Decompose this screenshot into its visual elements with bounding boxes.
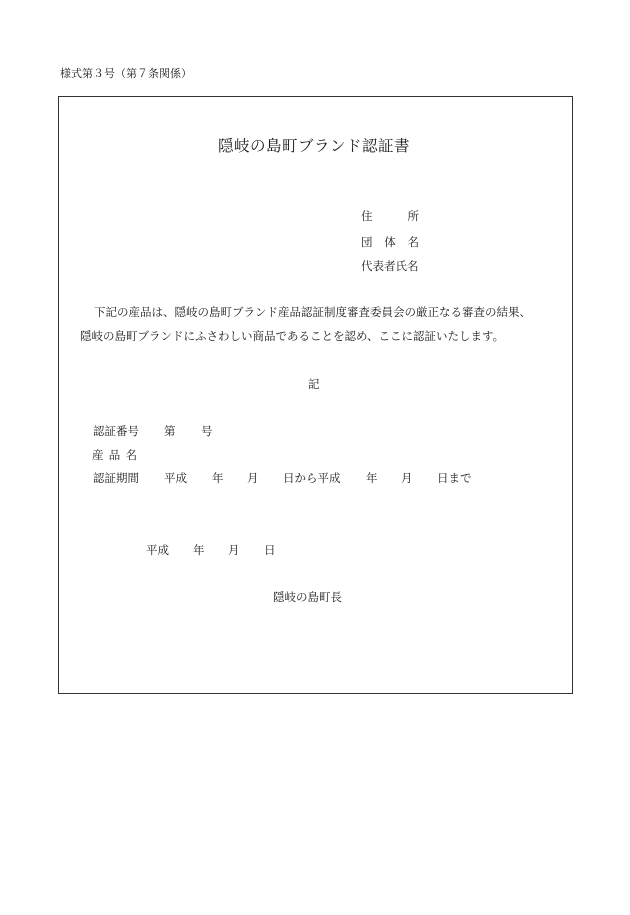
period-from-era: 平成 (164, 471, 187, 485)
body-text-line-1: 下記の産品は、隠岐の島町ブランド産品認証制度審査委員会の厳正なる審査の結果、 (94, 305, 531, 319)
certification-number-label: 認証番号 (93, 424, 139, 438)
certification-number-prefix: 第 (164, 424, 176, 438)
certification-number-suffix: 号 (201, 424, 213, 438)
product-name-label: 産 品 名 (92, 448, 137, 462)
period-to-year: 年 (366, 471, 378, 485)
period-from-day: 日から平成 (283, 471, 341, 485)
certificate-title: 隠岐の島町ブランド認証書 (218, 137, 411, 155)
issuer-name: 隠岐の島町長 (273, 590, 342, 604)
issue-date-month: 月 (228, 543, 240, 557)
ki-heading: 記 (308, 377, 320, 391)
period-from-month: 月 (247, 471, 259, 485)
organization-name-label: 団 体 名 (361, 235, 419, 249)
period-to-month: 月 (401, 471, 413, 485)
certificate-frame (58, 96, 573, 694)
form-number-label: 様式第３号（第７条関係） (60, 67, 192, 80)
issue-date-day: 日 (264, 543, 276, 557)
issue-date-year: 年 (193, 543, 205, 557)
representative-name-label: 代表者氏名 (361, 259, 419, 273)
issue-date-era: 平成 (146, 543, 169, 557)
period-to-day: 日まで (437, 471, 472, 485)
address-label: 住 所 (361, 209, 419, 223)
certification-period-label: 認証期間 (93, 471, 139, 485)
body-text-line-2: 隠岐の島町ブランドにふさわしい商品であることを認め、ここに認証いたします。 (80, 329, 505, 343)
period-from-year: 年 (212, 471, 224, 485)
